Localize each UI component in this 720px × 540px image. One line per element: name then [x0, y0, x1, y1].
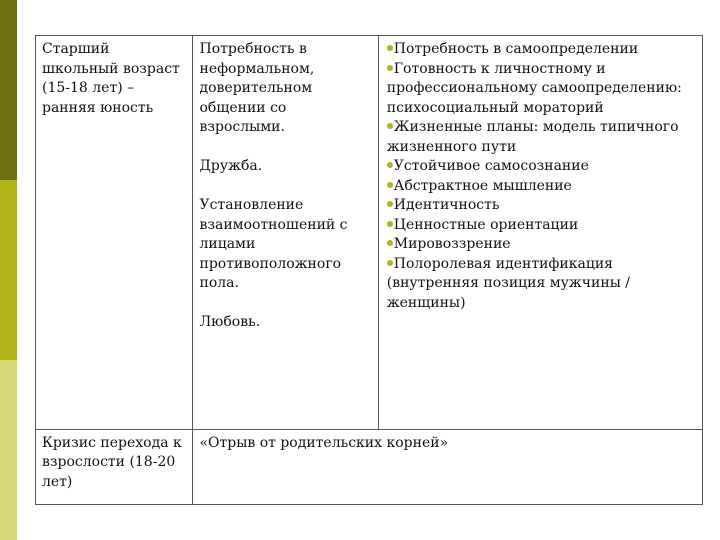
list-item: Мировоззрение — [387, 235, 696, 255]
crisis-period-label: Кризис перехода к взрослости (18-20 лет) — [42, 434, 182, 490]
bullet-icon — [387, 45, 393, 51]
bullet-icon — [387, 221, 393, 227]
neoformations-list — [387, 40, 696, 313]
table-row-crisis — [36, 429, 703, 504]
side-bar-bottom — [0, 360, 17, 540]
table-row-youth — [36, 36, 703, 430]
bullet-icon — [387, 162, 393, 168]
crisis-description-text: «Отрыв от родительских корней» — [199, 434, 449, 451]
age-periods-table — [35, 35, 703, 505]
list-item: Устойчивое самосознание — [387, 157, 696, 177]
crisis-period-cell — [36, 429, 193, 504]
list-item: Полоролевая идентификация (внутренняя позиция мужчины / женщины) — [386, 255, 631, 311]
needs-cell — [193, 36, 378, 430]
list-item: Идентичность — [387, 196, 696, 216]
bullet-icon — [387, 240, 393, 246]
side-bar-top — [0, 0, 17, 180]
crisis-description-cell — [193, 429, 703, 504]
bullet-icon — [387, 65, 393, 71]
bullet-icon — [387, 123, 393, 129]
bullet-icon — [387, 260, 393, 266]
age-period-cell — [36, 36, 193, 430]
age-period-label: Старший школьный возраст (15-18 лет) – ранняя юность — [42, 41, 180, 116]
neoformations-cell — [378, 36, 702, 430]
need-love-text: Любовь. — [199, 314, 261, 330]
need-relationships-text: Установление взаимоотношений с лицами противоположного пола. — [199, 197, 348, 291]
bullet-icon — [387, 182, 393, 188]
list-item: Ценностные ориентации — [387, 216, 696, 236]
list-item: Потребность в самоопределении — [387, 40, 696, 60]
need-friendship-text: Дружба. — [199, 158, 263, 174]
bullet-icon — [387, 201, 393, 207]
list-item: Абстрактное мышление — [387, 177, 696, 197]
list-item: Жизненные планы: модель типичного жизненного пути — [386, 119, 679, 155]
list-item: Готовность к личностному и профессиональному самоопределению: психосоциальный мораторий — [386, 60, 682, 116]
side-bar-middle — [0, 180, 17, 360]
need-informal-text: Потребность в неформальном, доверительном общении со взрослыми. — [199, 41, 315, 135]
